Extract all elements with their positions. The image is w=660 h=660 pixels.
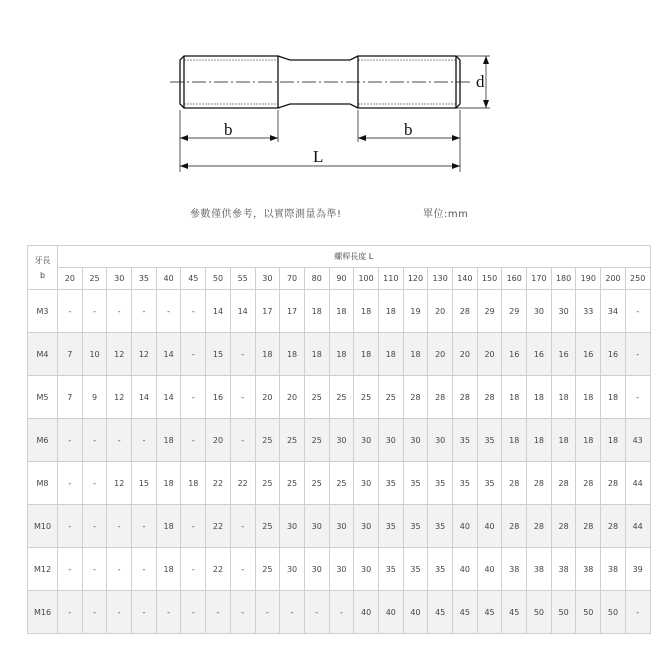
value-cell: 18 — [354, 333, 379, 376]
size-cell: M6 — [28, 419, 58, 462]
value-cell: 16 — [206, 376, 231, 419]
value-cell: 45 — [502, 591, 527, 634]
value-cell: - — [280, 591, 305, 634]
table-row — [28, 419, 651, 462]
value-cell: 14 — [132, 376, 157, 419]
length-header-cell: 100 — [354, 268, 379, 290]
table-row — [28, 333, 651, 376]
value-cell: 28 — [428, 376, 453, 419]
value-cell: - — [230, 548, 255, 591]
value-cell: 12 — [132, 333, 157, 376]
table-row — [28, 462, 651, 505]
value-cell: - — [230, 419, 255, 462]
value-cell: 50 — [601, 591, 626, 634]
label-d: d — [476, 72, 485, 91]
value-cell: 35 — [378, 505, 403, 548]
length-header-cell: 130 — [428, 268, 453, 290]
value-cell: 15 — [132, 462, 157, 505]
label-L: L — [313, 147, 324, 166]
value-cell: - — [625, 333, 650, 376]
value-cell: 7 — [58, 376, 83, 419]
value-cell: 35 — [403, 462, 428, 505]
shank-neck — [278, 56, 358, 60]
length-header-cell: 35 — [132, 268, 157, 290]
value-cell: 28 — [551, 505, 576, 548]
value-cell: 25 — [354, 376, 379, 419]
value-cell: 18 — [255, 333, 280, 376]
size-cell: M3 — [28, 290, 58, 333]
size-cell: M16 — [28, 591, 58, 634]
value-cell: 35 — [428, 505, 453, 548]
value-cell: 22 — [206, 548, 231, 591]
value-cell: - — [107, 591, 132, 634]
value-cell: 18 — [502, 419, 527, 462]
corner-symbol: b — [39, 270, 46, 280]
value-cell: 28 — [502, 462, 527, 505]
value-cell: 25 — [280, 462, 305, 505]
value-cell: 12 — [107, 333, 132, 376]
value-cell: 30 — [329, 548, 354, 591]
value-cell: - — [230, 591, 255, 634]
value-cell: - — [181, 505, 206, 548]
size-cell: M12 — [28, 548, 58, 591]
value-cell: 28 — [551, 462, 576, 505]
value-cell: - — [82, 290, 107, 333]
label-b-right: b — [404, 120, 413, 139]
table-body — [28, 290, 651, 634]
value-cell: 38 — [502, 548, 527, 591]
length-header-cell: 180 — [551, 268, 576, 290]
table-row — [28, 591, 651, 634]
value-cell: 12 — [107, 462, 132, 505]
value-cell: 30 — [354, 419, 379, 462]
value-cell: 28 — [403, 376, 428, 419]
value-cell: - — [156, 290, 181, 333]
value-cell: 25 — [304, 419, 329, 462]
value-cell: - — [82, 505, 107, 548]
value-cell: 18 — [329, 333, 354, 376]
value-cell: 25 — [378, 376, 403, 419]
value-cell: 25 — [255, 419, 280, 462]
length-header-cell: 190 — [576, 268, 601, 290]
value-cell: 30 — [527, 290, 552, 333]
value-cell: - — [107, 548, 132, 591]
value-cell: 28 — [477, 376, 502, 419]
value-cell: 25 — [255, 462, 280, 505]
value-cell: 14 — [156, 376, 181, 419]
value-cell: - — [230, 376, 255, 419]
value-cell: 28 — [576, 505, 601, 548]
value-cell: - — [181, 419, 206, 462]
value-cell: - — [181, 591, 206, 634]
length-header-cell: 55 — [230, 268, 255, 290]
value-cell: 28 — [576, 462, 601, 505]
value-cell: 30 — [551, 290, 576, 333]
value-cell: - — [107, 419, 132, 462]
value-cell: 35 — [403, 505, 428, 548]
value-cell: - — [58, 548, 83, 591]
value-cell: - — [132, 505, 157, 548]
value-cell: 38 — [601, 548, 626, 591]
value-cell: 20 — [453, 333, 478, 376]
value-cell: 22 — [206, 505, 231, 548]
value-cell: 25 — [280, 419, 305, 462]
value-cell: 30 — [304, 548, 329, 591]
value-cell: 44 — [625, 462, 650, 505]
value-cell: - — [625, 591, 650, 634]
value-cell: - — [132, 591, 157, 634]
value-cell: 14 — [206, 290, 231, 333]
size-cell: M8 — [28, 462, 58, 505]
value-cell: - — [255, 591, 280, 634]
value-cell: 18 — [156, 419, 181, 462]
value-cell: 18 — [403, 333, 428, 376]
value-cell: 16 — [527, 333, 552, 376]
value-cell: 18 — [601, 376, 626, 419]
value-cell: 35 — [477, 462, 502, 505]
value-cell: 40 — [453, 548, 478, 591]
value-cell: 34 — [601, 290, 626, 333]
value-cell: 28 — [453, 290, 478, 333]
length-header-cell: 90 — [329, 268, 354, 290]
bolt-length-header: 螺桿長度 L — [58, 246, 651, 268]
value-cell: 22 — [230, 462, 255, 505]
value-cell: 40 — [378, 591, 403, 634]
value-cell: 18 — [378, 333, 403, 376]
length-header-cell: 45 — [181, 268, 206, 290]
length-header-cell: 170 — [527, 268, 552, 290]
value-cell: 35 — [378, 548, 403, 591]
value-cell: 40 — [477, 548, 502, 591]
value-cell: - — [58, 419, 83, 462]
length-header-row — [28, 268, 651, 290]
value-cell: 25 — [304, 462, 329, 505]
value-cell: 17 — [280, 290, 305, 333]
value-cell: - — [206, 591, 231, 634]
value-cell: 44 — [625, 505, 650, 548]
value-cell: 16 — [502, 333, 527, 376]
value-cell: 18 — [329, 290, 354, 333]
value-cell: 22 — [206, 462, 231, 505]
value-cell: - — [82, 462, 107, 505]
value-cell: 18 — [502, 376, 527, 419]
value-cell: 28 — [527, 505, 552, 548]
size-cell: M5 — [28, 376, 58, 419]
value-cell: - — [132, 548, 157, 591]
value-cell: 28 — [601, 505, 626, 548]
value-cell: - — [230, 333, 255, 376]
value-cell: - — [329, 591, 354, 634]
value-cell: - — [82, 591, 107, 634]
value-cell: 18 — [354, 290, 379, 333]
length-header-cell: 30 — [107, 268, 132, 290]
value-cell: 17 — [255, 290, 280, 333]
value-cell: 29 — [477, 290, 502, 333]
value-cell: 18 — [601, 419, 626, 462]
value-cell: 38 — [576, 548, 601, 591]
value-cell: 35 — [477, 419, 502, 462]
value-cell: - — [304, 591, 329, 634]
value-cell: 18 — [156, 548, 181, 591]
value-cell: 40 — [477, 505, 502, 548]
value-cell: - — [132, 290, 157, 333]
value-cell: 20 — [477, 333, 502, 376]
value-cell: 20 — [206, 419, 231, 462]
value-cell: 40 — [453, 505, 478, 548]
value-cell: 30 — [329, 505, 354, 548]
table-row — [28, 376, 651, 419]
value-cell: 30 — [304, 505, 329, 548]
value-cell: 25 — [255, 505, 280, 548]
value-cell: 14 — [230, 290, 255, 333]
value-cell: 19 — [403, 290, 428, 333]
value-cell: 25 — [255, 548, 280, 591]
value-cell: 28 — [502, 505, 527, 548]
table-row — [28, 290, 651, 333]
length-header-cell: 250 — [625, 268, 650, 290]
value-cell: 30 — [354, 505, 379, 548]
value-cell: 50 — [527, 591, 552, 634]
unit-note: 單位:mm — [423, 209, 469, 220]
value-cell: 16 — [551, 333, 576, 376]
length-header-cell: 150 — [477, 268, 502, 290]
corner-label: 牙長 — [34, 255, 51, 265]
value-cell: 30 — [378, 419, 403, 462]
value-cell: - — [58, 505, 83, 548]
value-cell: 20 — [428, 333, 453, 376]
value-cell: 16 — [601, 333, 626, 376]
value-cell: 18 — [551, 419, 576, 462]
value-cell: 40 — [354, 591, 379, 634]
value-cell: 20 — [428, 290, 453, 333]
length-header-cell: 50 — [206, 268, 231, 290]
value-cell: 40 — [403, 591, 428, 634]
thread-length-table — [27, 245, 651, 634]
value-cell: 33 — [576, 290, 601, 333]
length-header-cell: 30 — [255, 268, 280, 290]
value-cell: - — [132, 419, 157, 462]
value-cell: - — [156, 591, 181, 634]
value-cell: 18 — [576, 419, 601, 462]
length-header-cell: 110 — [378, 268, 403, 290]
value-cell: - — [181, 548, 206, 591]
value-cell: - — [181, 290, 206, 333]
value-cell: 7 — [58, 333, 83, 376]
value-cell: 30 — [280, 548, 305, 591]
disclaimer-note: 參數僅供參考，以實際測量為準! — [190, 209, 342, 220]
value-cell: 18 — [576, 376, 601, 419]
value-cell: - — [107, 290, 132, 333]
length-header-cell: 70 — [280, 268, 305, 290]
value-cell: 50 — [551, 591, 576, 634]
value-cell: - — [58, 591, 83, 634]
value-cell: - — [181, 333, 206, 376]
value-cell: - — [230, 505, 255, 548]
value-cell: 16 — [576, 333, 601, 376]
value-cell: 35 — [428, 462, 453, 505]
value-cell: 30 — [428, 419, 453, 462]
value-cell: 14 — [156, 333, 181, 376]
value-cell: 45 — [428, 591, 453, 634]
stud-bolt-drawing — [0, 0, 660, 200]
value-cell: - — [625, 290, 650, 333]
length-header-cell: 160 — [502, 268, 527, 290]
table-row — [28, 505, 651, 548]
value-cell: 18 — [527, 419, 552, 462]
value-cell: 18 — [156, 505, 181, 548]
value-cell: 39 — [625, 548, 650, 591]
value-cell: 9 — [82, 376, 107, 419]
value-cell: 35 — [453, 462, 478, 505]
value-cell: - — [58, 290, 83, 333]
value-cell: 35 — [453, 419, 478, 462]
value-cell: 20 — [255, 376, 280, 419]
value-cell: 25 — [304, 376, 329, 419]
value-cell: 18 — [280, 333, 305, 376]
value-cell: 18 — [304, 290, 329, 333]
length-header-cell: 200 — [601, 268, 626, 290]
value-cell: - — [82, 419, 107, 462]
value-cell: - — [107, 505, 132, 548]
value-cell: 35 — [403, 548, 428, 591]
value-cell: 18 — [304, 333, 329, 376]
size-cell: M10 — [28, 505, 58, 548]
value-cell: 10 — [82, 333, 107, 376]
value-cell: 18 — [378, 290, 403, 333]
value-cell: 18 — [181, 462, 206, 505]
length-header-cell: 120 — [403, 268, 428, 290]
length-header-cell: 25 — [82, 268, 107, 290]
value-cell: 28 — [453, 376, 478, 419]
value-cell: 12 — [107, 376, 132, 419]
value-cell: 43 — [625, 419, 650, 462]
thread-length-header — [28, 246, 58, 290]
value-cell: 28 — [527, 462, 552, 505]
value-cell: 45 — [453, 591, 478, 634]
value-cell: - — [181, 376, 206, 419]
value-cell: 30 — [329, 419, 354, 462]
value-cell: 50 — [576, 591, 601, 634]
value-cell: 18 — [527, 376, 552, 419]
value-cell: 38 — [527, 548, 552, 591]
value-cell: 29 — [502, 290, 527, 333]
value-cell: 30 — [354, 548, 379, 591]
value-cell: 30 — [354, 462, 379, 505]
table-row — [28, 548, 651, 591]
length-header-cell: 80 — [304, 268, 329, 290]
value-cell: 25 — [329, 462, 354, 505]
length-header-cell: 20 — [58, 268, 83, 290]
value-cell: 18 — [551, 376, 576, 419]
length-header-cell: 40 — [156, 268, 181, 290]
value-cell: 28 — [601, 462, 626, 505]
value-cell: 45 — [477, 591, 502, 634]
value-cell: 30 — [403, 419, 428, 462]
label-b-left: b — [224, 120, 233, 139]
value-cell: 35 — [378, 462, 403, 505]
value-cell: 20 — [280, 376, 305, 419]
value-cell: 18 — [156, 462, 181, 505]
value-cell: - — [625, 376, 650, 419]
length-header-cell: 140 — [453, 268, 478, 290]
value-cell: 30 — [280, 505, 305, 548]
value-cell: - — [82, 548, 107, 591]
value-cell: 15 — [206, 333, 231, 376]
value-cell: 25 — [329, 376, 354, 419]
value-cell: - — [58, 462, 83, 505]
value-cell: 38 — [551, 548, 576, 591]
value-cell: 35 — [428, 548, 453, 591]
size-cell: M4 — [28, 333, 58, 376]
